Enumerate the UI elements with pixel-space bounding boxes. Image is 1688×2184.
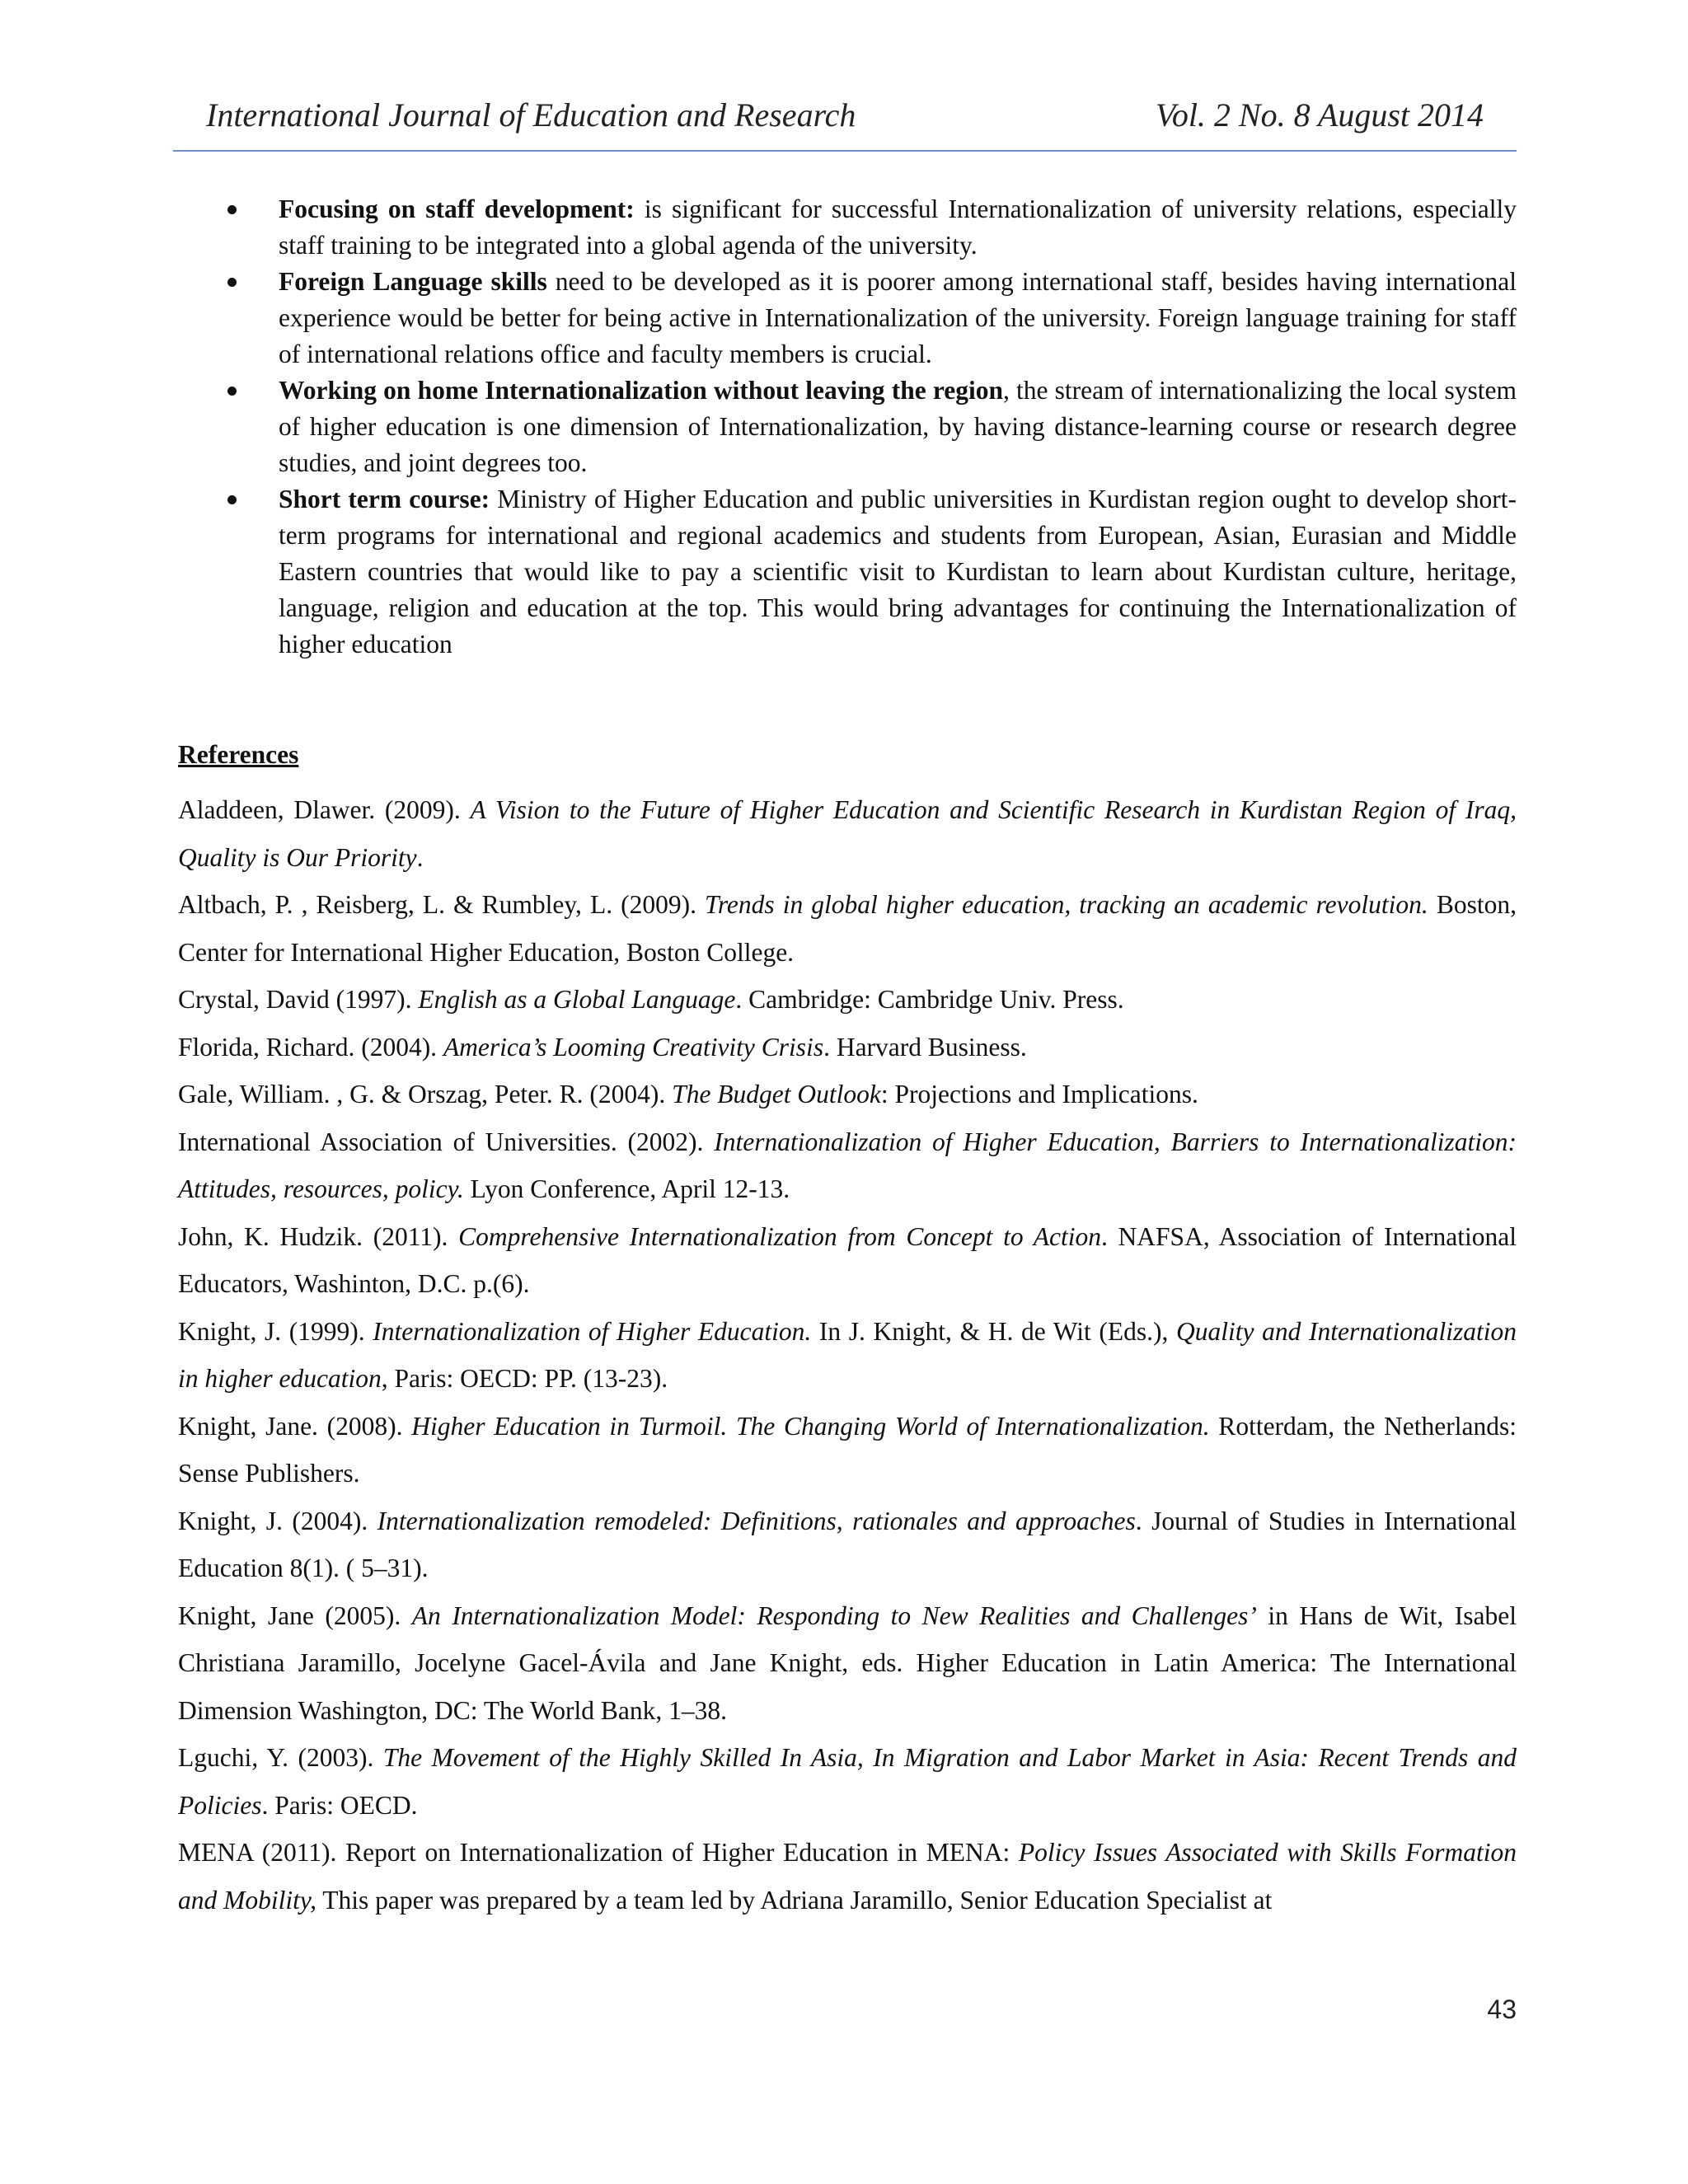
reference-entry bbox=[178, 1592, 1517, 1735]
ref-authors: Gale, William. , G. & Orszag, Peter. R. (2004). bbox=[178, 1080, 673, 1108]
ref-book-title: Quality and Internationalization in higher education bbox=[178, 1316, 1517, 1393]
journal-title: International Journal of Education and Research bbox=[206, 96, 856, 134]
ref-title: The Movement of the Highly Skilled In Asia, In Migration and Labor Market in Asia: Recent Trends and Policies bbox=[178, 1743, 1517, 1820]
ref-authors: MENA (2011). Report on Internationalization of Higher Education in MENA: bbox=[178, 1838, 1019, 1867]
bullet-text: , the stream of internationalizing the local system of higher education is one dimension of Internationalization, by having distance-learning course or research degree studies, and joint degrees too. bbox=[279, 376, 1517, 477]
ref-title: English as a Global Language bbox=[418, 985, 736, 1014]
ref-details: Boston, Center for International Higher Education, Boston College. bbox=[178, 890, 1517, 967]
reference-entry bbox=[178, 786, 1517, 881]
page-number: 43 bbox=[1487, 1994, 1517, 2024]
ref-title: America’s Looming Creativity Crisis bbox=[443, 1032, 824, 1062]
ref-title: The Budget Outlook bbox=[672, 1080, 881, 1108]
ref-authors: Knight, J. (2004). bbox=[178, 1506, 377, 1535]
list-item bbox=[223, 191, 1517, 264]
bullet-icon bbox=[227, 278, 237, 287]
ref-authors: Knight, J. (1999). bbox=[178, 1316, 373, 1346]
references-heading: References bbox=[178, 740, 299, 769]
list-item bbox=[223, 264, 1517, 373]
ref-details: . bbox=[416, 842, 424, 872]
reference-entry bbox=[178, 1071, 1517, 1118]
ref-details: In J. Knight, & H. de Wit (Eds.), bbox=[811, 1316, 1176, 1346]
ref-authors: Knight, Jane (2005). bbox=[178, 1601, 412, 1630]
ref-authors: Aladdeen, Dlawer. (2009). bbox=[178, 795, 471, 824]
reference-entry bbox=[178, 1497, 1517, 1592]
recommendation-list bbox=[223, 191, 1517, 663]
ref-title: Internationalization of Higher Education, Barriers to Internationalization: Attitudes, resources, policy. bbox=[178, 1127, 1517, 1203]
ref-details: . Harvard Business. bbox=[823, 1032, 1027, 1062]
ref-details: . Journal of Studies in International Education 8(1). ( 5–31). bbox=[178, 1506, 1517, 1582]
ref-authors: Lguchi, Y. (2003). bbox=[178, 1743, 383, 1772]
bullet-text: is significant for successful Internationalization of university relations, especially staff training to be integrated into a global agenda of the university. bbox=[279, 194, 1517, 260]
bullet-icon bbox=[227, 495, 237, 504]
reference-entry bbox=[178, 976, 1517, 1024]
ref-details: . Paris: OECD. bbox=[261, 1790, 418, 1820]
ref-details: Rotterdam, the Netherlands: Sense Publishers. bbox=[178, 1411, 1517, 1488]
references-list bbox=[178, 786, 1517, 1924]
ref-title: Internationalization remodeled: Definitions, rationales and approaches bbox=[377, 1506, 1136, 1535]
ref-authors: Crystal, David (1997). bbox=[178, 985, 419, 1014]
running-header bbox=[173, 92, 1517, 152]
ref-publisher: , Paris: OECD: PP. (13-23). bbox=[381, 1364, 668, 1393]
ref-authors: Florida, Richard. (2004). bbox=[178, 1032, 443, 1062]
reference-entry bbox=[178, 1024, 1517, 1071]
ref-title: An Internationalization Model: Responding to New Realities and Challenges’ bbox=[411, 1601, 1257, 1630]
ref-title: Higher Education in Turmoil. The Changing World of Internationalization. bbox=[411, 1411, 1210, 1441]
reference-entry bbox=[178, 881, 1517, 976]
reference-entry bbox=[178, 1308, 1517, 1403]
reference-entry bbox=[178, 1734, 1517, 1829]
bullet-text: need to be developed as it is poorer among international staff, besides having international experience would be better for being active in Internationalization of the university. Foreign language training for staff of international relations office and faculty members is crucial. bbox=[279, 267, 1517, 368]
list-item bbox=[223, 373, 1517, 481]
list-item bbox=[223, 481, 1517, 663]
ref-details: Lyon Conference, April 12-13. bbox=[463, 1174, 790, 1203]
ref-authors: International Association of Universities. (2002). bbox=[178, 1127, 715, 1156]
ref-title: Policy Issues Associated with Skills Formation and Mobility, bbox=[178, 1838, 1517, 1915]
ref-details: . NAFSA, Association of International Educators, Washinton, D.C. p.(6). bbox=[178, 1221, 1517, 1298]
volume-info: Vol. 2 No. 8 August 2014 bbox=[1155, 96, 1484, 134]
ref-authors: John, K. Hudzik. (2011). bbox=[178, 1221, 459, 1251]
bullet-icon bbox=[227, 387, 237, 396]
ref-authors: Altbach, P. , Reisberg, L. & Rumbley, L. (2009). bbox=[178, 890, 706, 919]
bullet-text: Ministry of Higher Education and public universities in Kurdistan region ought to develop short-term programs for international and regional academics and students from European, Asian, Eurasian and Middle Eastern countries that would like to pay a scientific visit to Kurdistan to learn about Kurdistan culture, heritage, language, religion and education at the top. This would bring advantages for continuing the Internationalization of higher education bbox=[279, 485, 1517, 658]
ref-details: . Cambridge: Cambridge Univ. Press. bbox=[735, 985, 1124, 1014]
reference-entry bbox=[178, 1403, 1517, 1497]
ref-authors: Knight, Jane. (2008). bbox=[178, 1411, 412, 1441]
ref-title: Comprehensive Internationalization from Concept to Action bbox=[458, 1221, 1101, 1251]
ref-title: A Vision to the Future of Higher Education and Scientific Research in Kurdistan Region of Iraq, Quality is Our Priority bbox=[178, 795, 1517, 872]
ref-details: This paper was prepared by a team led by Adriana Jaramillo, Senior Education Specialist at bbox=[316, 1885, 1273, 1915]
bullet-lead: Foreign Language skills bbox=[279, 267, 547, 296]
bullet-lead: Working on home Internationalization without leaving the region bbox=[279, 376, 1004, 405]
reference-entry bbox=[178, 1213, 1517, 1308]
ref-title: Internationalization of Higher Education. bbox=[373, 1316, 812, 1346]
ref-details: in Hans de Wit, Isabel Christiana Jaramillo, Jocelyne Gacel-Ávila and Jane Knight, eds. Higher Education in Latin America: The International Dimension Washington, DC: The World Bank, 1–38. bbox=[178, 1601, 1517, 1725]
reference-entry bbox=[178, 1118, 1517, 1213]
bullet-icon bbox=[227, 205, 237, 214]
ref-title: Trends in global higher education, tracking an academic revolution. bbox=[705, 890, 1428, 919]
bullet-lead: Short term course: bbox=[279, 485, 490, 513]
reference-entry bbox=[178, 1829, 1517, 1924]
bullet-lead: Focusing on staff development: bbox=[279, 194, 635, 223]
ref-details: : Projections and Implications. bbox=[880, 1080, 1198, 1108]
